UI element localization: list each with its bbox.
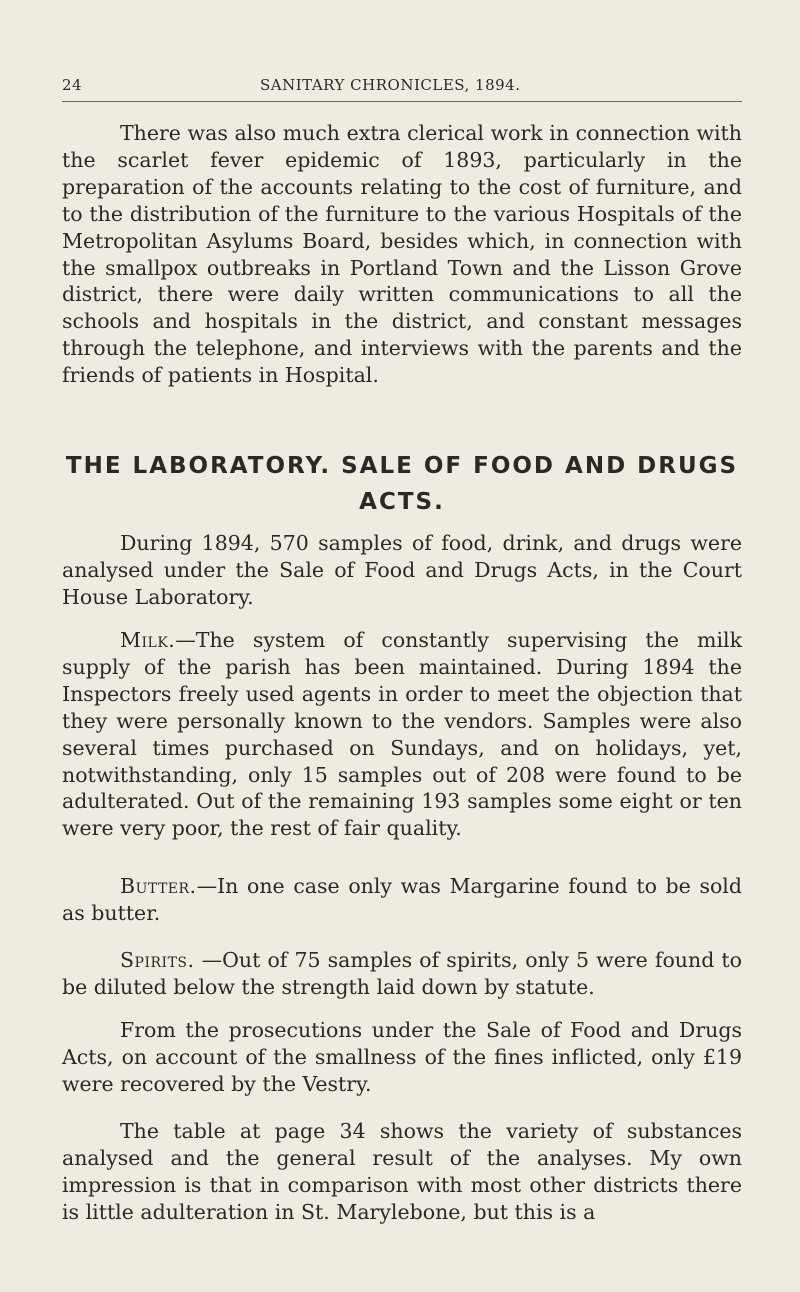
header-rule <box>62 101 742 102</box>
butter-paragraph <box>62 873 742 927</box>
milk-paragraph <box>62 627 742 842</box>
page-number: 24 <box>62 76 83 94</box>
running-head: SANITARY CHRONICLES, 1894. <box>260 76 521 94</box>
butter-label: Butter. <box>120 874 197 898</box>
spirits-text: —Out of 75 samples of spirits, only 5 were found to be diluted below the strength laid down by statute. <box>62 948 742 999</box>
page-header <box>62 76 742 100</box>
milk-label: Milk. <box>120 628 176 652</box>
spirits-paragraph <box>62 947 742 1001</box>
spirits-label: Spirits. <box>120 948 195 972</box>
clerical-work-paragraph: There was also much extra clerical work in connection with the scarlet fever epidemic of 1893, particularly in the preparation of the accounts relating to the cost of furniture, and to the distribution of the furniture to the various Hospitals of the Metropolitan Asylums Board, besides which, in connection with the smallpox outbreaks in Portland Town and the Lisson Grove district, there were daily written communications to all the schools and hospitals in the district, and constant messages through the telephone, and interviews with the parents and the friends of patients in Hospital. <box>62 121 742 388</box>
table-reference-paragraph: The table at page 34 shows the variety of substances analysed and the general result of the analyses. My own impression is that in comparison with most other districts there is little adulteration in St. Marylebone, but this is a <box>62 1119 742 1224</box>
section-heading: THE LABORATORY. SALE OF FOOD AND DRUGS ACTS. <box>65 453 739 515</box>
butter-text: —In one case only was Margarine found to be sold as butter. <box>62 874 742 925</box>
prosecutions-paragraph: From the prosecutions under the Sale of Food and Drugs Acts, on account of the smallness of the fines inflicted, only £19 were recovered by the Vestry. <box>62 1018 742 1096</box>
laboratory-paragraph: During 1894, 570 samples of food, drink, and drugs were analysed under the Sale of Food and Drugs Acts, in the Court House Laboratory. <box>62 531 742 609</box>
milk-text: —The system of constantly supervising the milk supply of the parish has been maintained. During 1894 the Inspectors freely used agents in order to meet the objection that they were personally known to the vendors. Samples were also several times purchased on Sundays, and on holidays, yet, notwithstanding, only 15 samples out of 208 were found to be adulterated. Out of the remaining 193 samples some eight or ten were very poor, the rest of fair quality. <box>62 628 742 841</box>
